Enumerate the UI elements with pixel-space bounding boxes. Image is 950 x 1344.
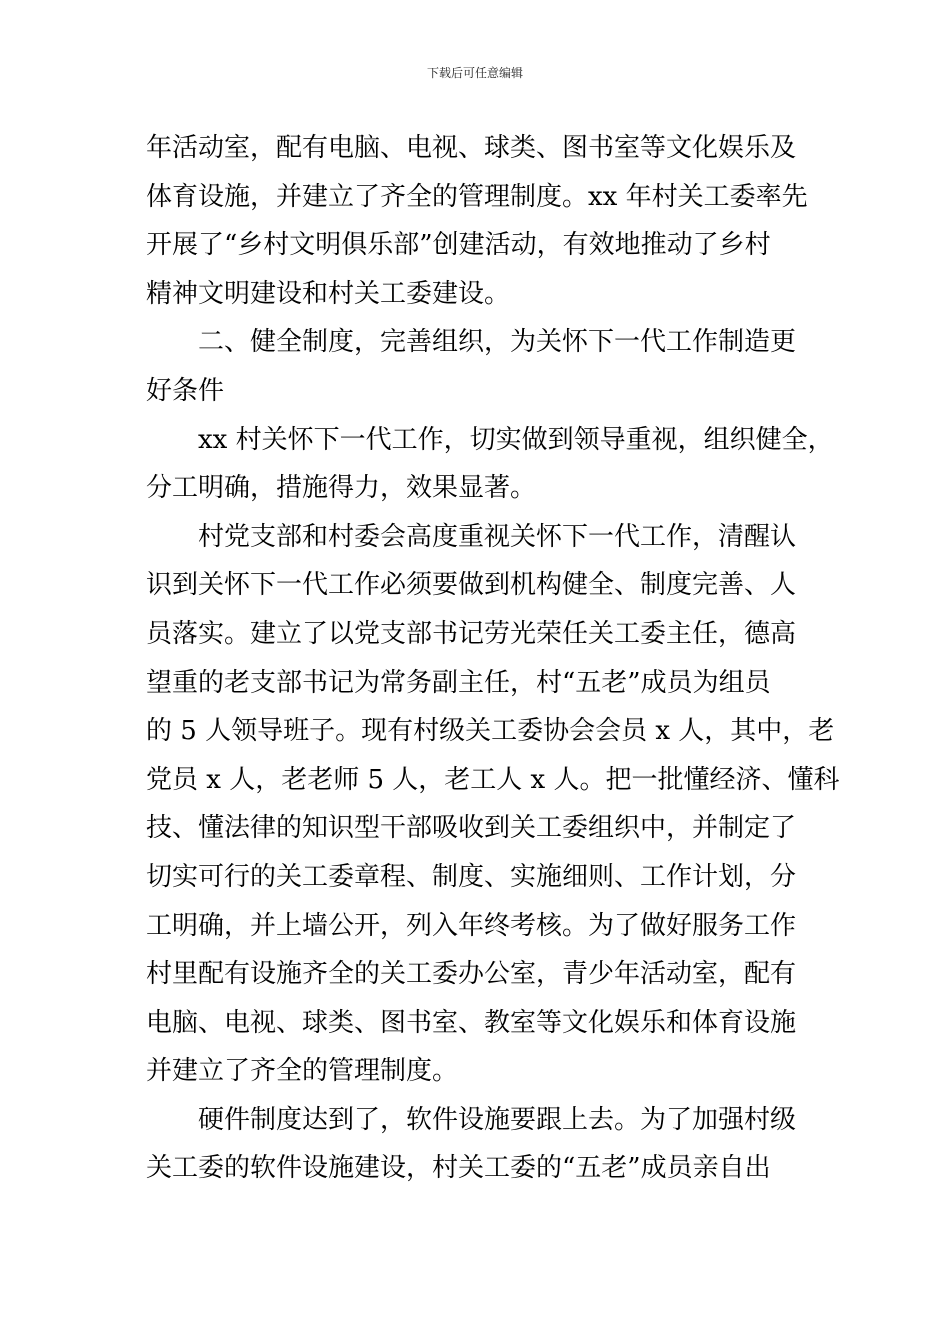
text-line: 精神文明建设和村关工委建设。 — [146, 278, 511, 309]
text-line: 党员 x 人，老老师 5 人，老工人 x 人。把一批懂经济、懂科 — [146, 764, 840, 795]
text-line: 年活动室，配有电脑、电视、球类、图书室等文化娱乐及 — [146, 133, 797, 163]
text-line: 工明确，并上墙公开，列入年终考核。为了做好服务工作 — [146, 910, 797, 941]
text-line: 村党支部和村委会高度重视关怀下一代工作，清醒认 — [198, 521, 797, 552]
section-heading-line: 好条件 — [146, 375, 225, 406]
text-line: 村里配有设施齐全的关工委办公室，青少年活动室，配有 — [146, 959, 797, 990]
text-line: 关工委的软件设施建设，村关工委的“五老”成员亲自出 — [146, 1153, 771, 1184]
document-body — [146, 124, 840, 1193]
text-line: 员落实。建立了以党支部书记劳光荣任关工委主任，德高 — [146, 618, 797, 649]
section-heading-line: 二、健全制度，完善组织，为关怀下一代工作制造更 — [198, 327, 797, 358]
text-line: 识到关怀下一代工作必须要做到机构健全、制度完善、人 — [146, 570, 797, 601]
text-line: 望重的老支部书记为常务副主任，村“五老”成员为组员 — [146, 667, 771, 698]
text-line: 电脑、电视、球类、图书室、教室等文化娱乐和体育设施 — [146, 1007, 797, 1038]
text-line: 硬件制度达到了，软件设施要跟上去。为了加强村级 — [198, 1104, 797, 1135]
text-line: xx 村关怀下一代工作，切实做到领导重视，组织健全， — [198, 424, 834, 455]
text-line: 体育设施，并建立了齐全的管理制度。xx 年村关工委率先 — [146, 181, 808, 212]
text-line: 并建立了齐全的管理制度。 — [146, 1056, 459, 1087]
text-line: 的 5 人领导班子。现有村级关工委协会会员 x 人，其中，老 — [146, 716, 835, 747]
page-header: 下载后可任意编辑 — [426, 66, 523, 80]
text-line: 开展了“乡村文明俱乐部”创建活动，有效地推动了乡村 — [146, 230, 771, 261]
text-line: 技、懂法律的知识型干部吸收到关工委组织中，并制定了 — [146, 813, 797, 844]
text-line: 分工明确，措施得力，效果显著。 — [146, 473, 537, 504]
text-line: 切实可行的关工委章程、制度、实施细则、工作计划，分 — [146, 861, 797, 892]
